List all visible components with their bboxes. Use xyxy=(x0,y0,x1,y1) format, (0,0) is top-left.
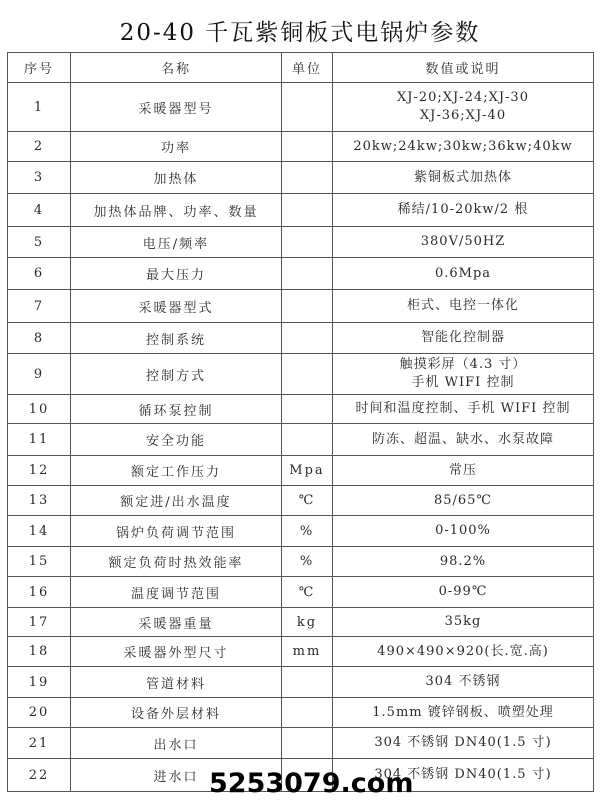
table-row xyxy=(8,547,594,577)
cell-unit: % xyxy=(282,547,333,577)
cell-no: 13 xyxy=(8,486,71,516)
cell-unit xyxy=(282,132,333,162)
cell-no: 19 xyxy=(8,667,71,698)
cell-value xyxy=(333,698,594,728)
cell-unit: % xyxy=(282,516,333,547)
cell-unit xyxy=(282,227,333,258)
cell-value xyxy=(333,486,594,516)
cell-no: 2 xyxy=(8,132,71,162)
cell-value xyxy=(333,667,594,698)
cell-no: 3 xyxy=(8,162,71,194)
cell-no: 15 xyxy=(8,547,71,577)
cell-value xyxy=(333,132,594,162)
cell-unit xyxy=(282,395,333,424)
cell-value xyxy=(333,608,594,637)
document-title: 20-40 千瓦紫铜板式电锅炉参数 xyxy=(119,20,481,46)
value-line: 304 不锈钢 xyxy=(425,674,501,689)
cell-unit xyxy=(282,194,333,227)
cell-unit: kg xyxy=(282,608,333,637)
cell-name: 加热体品牌、功率、数量 xyxy=(71,194,282,227)
header-value: 数值或说明 xyxy=(333,53,594,83)
value-line: 触摸彩屏（4.3 寸） xyxy=(399,357,527,372)
cell-unit xyxy=(282,162,333,194)
table-row xyxy=(8,667,594,698)
cell-value xyxy=(333,83,594,132)
cell-unit xyxy=(282,728,333,759)
cell-value xyxy=(333,637,594,667)
cell-value xyxy=(333,395,594,424)
cell-name: 设备外层材料 xyxy=(71,698,282,728)
table-row xyxy=(8,577,594,608)
cell-value xyxy=(333,516,594,547)
cell-unit: mm xyxy=(282,637,333,667)
cell-value xyxy=(333,424,594,456)
table-row xyxy=(8,395,594,424)
cell-name: 控制系统 xyxy=(71,323,282,354)
table-row xyxy=(8,194,594,227)
header-name: 名称 xyxy=(71,53,282,83)
value-line: 稀结/10-20kw/2 根 xyxy=(397,202,529,217)
value-line: 380V/50HZ xyxy=(420,234,506,249)
value-line: 0.6Mpa xyxy=(434,265,492,281)
cell-name: 安全功能 xyxy=(71,424,282,456)
cell-name: 锅炉负荷调节范围 xyxy=(71,516,282,547)
cell-name: 采暖器重量 xyxy=(71,608,282,637)
cell-name: 功率 xyxy=(71,132,282,162)
cell-name: 管道材料 xyxy=(71,667,282,698)
value-line: XJ-36;XJ-40 xyxy=(419,108,507,123)
table-row xyxy=(8,354,594,395)
table-row xyxy=(8,258,594,290)
table-row xyxy=(8,424,594,456)
header-no: 序号 xyxy=(8,53,71,83)
cell-name: 额定负荷时热效能率 xyxy=(71,547,282,577)
value-line: 98.2% xyxy=(439,553,487,569)
table-header-row xyxy=(8,53,594,83)
cell-unit xyxy=(282,290,333,323)
value-line: XJ-20;XJ-24;XJ-30 xyxy=(397,90,529,105)
cell-name: 额定进/出水温度 xyxy=(71,486,282,516)
cell-no: 9 xyxy=(8,354,71,395)
cell-value xyxy=(333,577,594,608)
watermark: 5253079.com xyxy=(209,768,414,799)
cell-no: 11 xyxy=(8,424,71,456)
cell-name: 温度调节范围 xyxy=(71,577,282,608)
value-line: 柜式、电控一体化 xyxy=(406,298,519,313)
cell-no: 4 xyxy=(8,194,71,227)
value-line: 304 不锈钢 DN40(1.5 寸) xyxy=(374,735,552,750)
table-row xyxy=(8,290,594,323)
cell-no: 12 xyxy=(8,456,71,486)
cell-unit xyxy=(282,83,333,132)
cell-name: 最大压力 xyxy=(71,258,282,290)
cell-unit xyxy=(282,667,333,698)
cell-unit: Mpa xyxy=(282,456,333,486)
table-row xyxy=(8,486,594,516)
table-row xyxy=(8,456,594,486)
cell-no: 1 xyxy=(8,83,71,132)
cell-name: 采暖器型式 xyxy=(71,290,282,323)
cell-no: 7 xyxy=(8,290,71,323)
cell-name: 进水口 xyxy=(71,759,282,792)
value-line: 85/65℃ xyxy=(433,492,492,508)
table-row xyxy=(8,83,594,132)
cell-unit: ℃ xyxy=(282,486,333,516)
table-row xyxy=(8,323,594,354)
cell-no: 6 xyxy=(8,258,71,290)
table-row xyxy=(8,637,594,667)
header-unit: 单位 xyxy=(282,53,333,83)
value-line: 0-99℃ xyxy=(438,584,488,599)
cell-unit xyxy=(282,258,333,290)
value-line: 1.5mm 镀锌钢板、喷塑处理 xyxy=(372,704,554,720)
cell-name: 控制方式 xyxy=(71,354,282,395)
cell-no: 16 xyxy=(8,577,71,608)
table-row xyxy=(8,227,594,258)
cell-no: 5 xyxy=(8,227,71,258)
cell-no: 18 xyxy=(8,637,71,667)
value-line: 常压 xyxy=(448,462,477,478)
cell-no: 17 xyxy=(8,608,71,637)
value-line: 时间和温度控制、手机 WIFI 控制 xyxy=(355,401,571,416)
cell-unit xyxy=(282,354,333,395)
cell-no: 22 xyxy=(8,759,71,792)
table-row xyxy=(8,132,594,162)
cell-unit xyxy=(282,323,333,354)
value-line: 手机 WIFI 控制 xyxy=(411,375,515,390)
spec-table xyxy=(7,52,594,792)
cell-value xyxy=(333,162,594,194)
cell-value xyxy=(333,547,594,577)
cell-name: 采暖器型号 xyxy=(71,83,282,132)
cell-value xyxy=(333,290,594,323)
cell-name: 额定工作压力 xyxy=(71,456,282,486)
table-row xyxy=(8,516,594,547)
cell-value xyxy=(333,354,594,395)
value-line: 20kw;24kw;30kw;36kw;40kw xyxy=(353,138,573,154)
cell-no: 8 xyxy=(8,323,71,354)
cell-no: 14 xyxy=(8,516,71,547)
cell-name: 电压/频率 xyxy=(71,227,282,258)
cell-no: 20 xyxy=(8,698,71,728)
cell-value xyxy=(333,323,594,354)
cell-unit: ℃ xyxy=(282,577,333,608)
cell-name: 出水口 xyxy=(71,728,282,759)
table-row xyxy=(8,728,594,759)
cell-value xyxy=(333,194,594,227)
cell-value xyxy=(333,258,594,290)
cell-name: 加热体 xyxy=(71,162,282,194)
cell-unit xyxy=(282,424,333,456)
table-row xyxy=(8,162,594,194)
table-row xyxy=(8,698,594,728)
value-line: 0-100% xyxy=(435,523,491,538)
value-line: 304 不锈钢 DN40(1.5 寸) xyxy=(374,767,552,782)
value-line: 智能化控制器 xyxy=(420,330,505,345)
cell-value xyxy=(333,227,594,258)
cell-name: 采暖器外型尺寸 xyxy=(71,637,282,667)
cell-no: 10 xyxy=(8,395,71,424)
table-row xyxy=(8,608,594,637)
cell-value xyxy=(333,728,594,759)
table-body xyxy=(8,83,594,792)
cell-name: 循环泵控制 xyxy=(71,395,282,424)
value-line: 紫铜板式加热体 xyxy=(413,169,512,185)
cell-no: 21 xyxy=(8,728,71,759)
cell-unit xyxy=(282,698,333,728)
value-line: 防冻、超温、缺水、水泵故障 xyxy=(371,431,554,447)
value-line: 490×490×920(长.宽.高) xyxy=(377,643,549,659)
value-line: 35kg xyxy=(444,614,482,629)
cell-value xyxy=(333,456,594,486)
